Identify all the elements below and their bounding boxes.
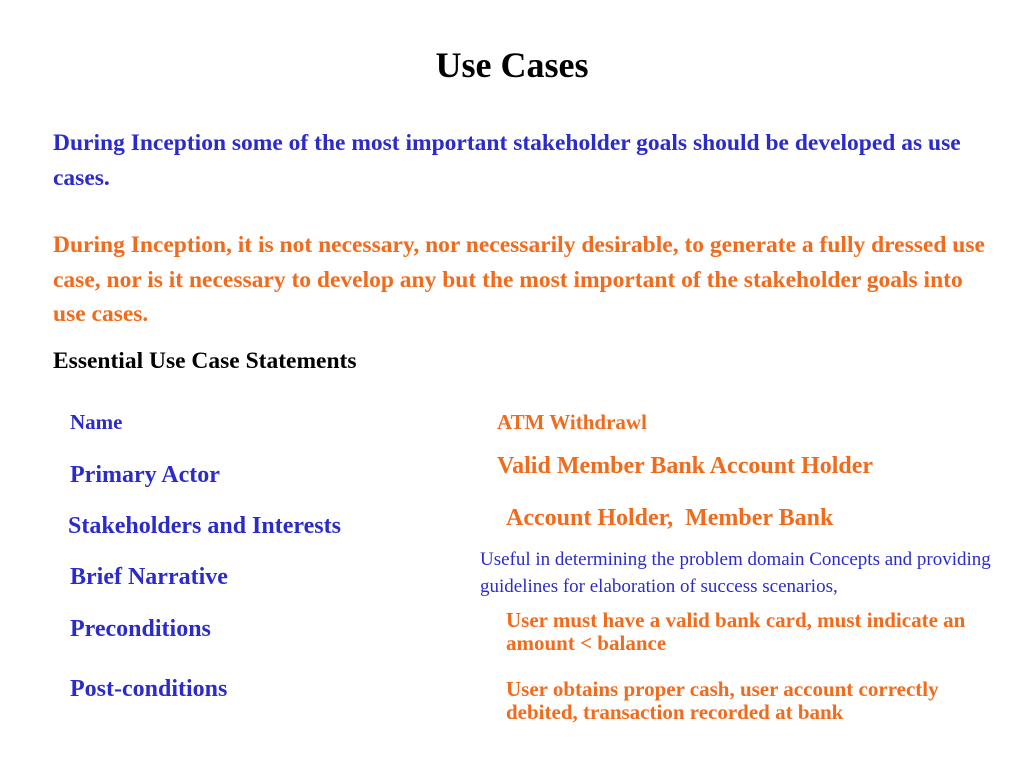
stakeholders-label: Stakeholders and Interests	[68, 513, 341, 539]
section-subheading: Essential Use Case Statements	[53, 348, 357, 374]
preconditions-label: Preconditions	[70, 616, 211, 642]
primary-actor-value: Valid Member Bank Account Holder	[497, 453, 874, 479]
name-label: Name	[70, 410, 123, 434]
postconditions-label: Post-conditions	[70, 676, 228, 702]
brief-narrative-label: Brief Narrative	[70, 564, 228, 590]
intro-paragraph-orange: During Inception, it is not necessary, nor necessarily desirable, to generate a fully dressed use case, nor is it necessary to develop any but the most important of the stakeholder goals into use cases.	[53, 232, 985, 327]
postconditions-value: User obtains proper cash, user account correctly debited, transaction recorded at bank	[506, 677, 939, 724]
brief-narrative-value: Useful in determining the problem domain Concepts and providing guidelines for elaboration of success scenarios,	[480, 549, 991, 597]
stakeholders-value: Account Holder, Member Bank	[506, 505, 834, 531]
primary-actor-label: Primary Actor	[70, 462, 220, 488]
slide-title: Use Cases	[435, 45, 589, 85]
preconditions-value: User must have a valid bank card, must indicate an amount < balance	[506, 608, 966, 655]
intro-paragraph-blue: During Inception some of the most important stakeholder goals should be developed as use cases.	[53, 130, 961, 191]
name-value: ATM Withdrawl	[497, 410, 647, 434]
